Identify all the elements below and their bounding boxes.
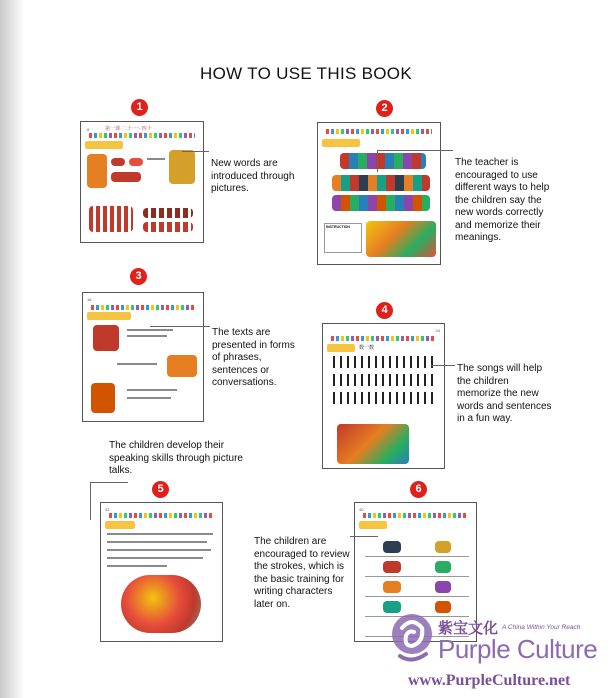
text-line: [127, 397, 171, 399]
song-title: 数一数: [359, 345, 375, 351]
page-shadow: [0, 0, 24, 698]
counting-illustration: [143, 222, 193, 232]
thumbnail-page-number: 40: [359, 507, 364, 512]
decorative-band: [331, 336, 436, 341]
caption-1: New words are introduced through pictures.: [211, 158, 295, 194]
decorative-band: [363, 513, 468, 518]
step-badge-6: 6: [410, 481, 427, 498]
thumbnail-page-number: 24: [435, 328, 440, 333]
thumbnail-page-number: 16: [87, 297, 92, 302]
decorative-band: [109, 513, 214, 518]
thumbnail-tab: [327, 344, 355, 352]
thumbnail-chapter-title: 第一课 二十一～四十: [105, 126, 152, 132]
leader-line: [150, 326, 210, 327]
stroke-example: [383, 581, 401, 593]
thumbnail-5: [100, 502, 223, 642]
text-line: [127, 335, 167, 337]
children-illustration: [91, 383, 115, 413]
thumbnail-tab: [322, 139, 360, 147]
thumbnail-tab: [85, 141, 123, 149]
stroke-example: [435, 541, 451, 553]
step-badge-4: 4: [376, 302, 393, 319]
step-badge-2: 2: [376, 100, 393, 117]
text-line: [107, 541, 207, 543]
leader-line: [182, 151, 209, 152]
music-notation: [333, 374, 435, 386]
thumbnail-page-number: 8: [87, 127, 90, 132]
page-title: HOW TO USE THIS BOOK: [200, 64, 412, 83]
stroke-example: [383, 541, 401, 553]
leader-line: [90, 482, 91, 520]
thumbnail-3: [82, 292, 204, 422]
counting-illustration: [89, 206, 133, 232]
train-illustration: [332, 195, 430, 211]
leader-line: [377, 150, 453, 151]
illustration: [111, 158, 125, 166]
children-illustration: [93, 325, 119, 351]
caption-4: The songs will help the children memorize the new words and sentences in a fun way.: [457, 363, 552, 424]
text-line: [107, 565, 167, 567]
thumbnail-1: [80, 121, 204, 243]
stroke-example: [383, 561, 401, 573]
instruction-box: [324, 223, 362, 253]
caption-5: The children develop their speaking skills through picture talks.: [109, 440, 243, 476]
child-illustration: [169, 150, 195, 184]
watermark-name: Purple Culture: [438, 634, 598, 664]
leader-line: [90, 482, 128, 483]
instruction-heading: INSTRUCTION: [326, 225, 350, 229]
caption-2: The teacher is encouraged to use different ways to help the children say the new words correctly and memorize their meanings.: [455, 157, 550, 243]
leader-line: [350, 536, 378, 537]
decorative-band: [326, 129, 432, 134]
thumbnail-tab: [87, 312, 131, 320]
text-line: [107, 549, 211, 551]
illustration: [111, 172, 141, 182]
thumbnail-tab: [105, 521, 135, 529]
thumbnail-tab: [359, 521, 387, 529]
stroke-example: [435, 561, 451, 573]
text-line: [147, 158, 165, 160]
thumbnail-2: [317, 122, 441, 265]
counting-illustration: [143, 208, 193, 218]
music-notation: [333, 392, 435, 404]
text-line: [117, 363, 157, 365]
step-badge-3: 3: [130, 268, 147, 285]
child-illustration: [87, 154, 107, 188]
watermark-tagline: A China Within Your Reach: [502, 624, 581, 631]
text-line: [107, 533, 213, 535]
train-illustration: [340, 153, 426, 169]
train-illustration: [332, 175, 430, 191]
leader-line: [431, 365, 455, 366]
step-badge-1: 1: [131, 99, 148, 116]
classroom-illustration: [366, 221, 436, 257]
thumbnail-4: [322, 323, 445, 469]
music-notation: [333, 356, 435, 368]
illustration: [129, 158, 143, 166]
decorative-band: [91, 305, 195, 310]
children-illustration: [337, 424, 409, 464]
caption-6: The children are encouraged to review the strokes, which is the basic training for writing characters later on.: [254, 536, 350, 610]
thumbnail-page-number: 32: [105, 507, 110, 512]
watermark-url: www.PurpleCulture.net: [408, 672, 571, 689]
text-line: [107, 557, 203, 559]
step-badge-5: 5: [152, 481, 169, 498]
purple-culture-logo-icon: [390, 612, 434, 664]
caption-3: The texts are presented in forms of phrases, sentences or conversations.: [212, 327, 295, 388]
stroke-example: [435, 601, 451, 613]
children-illustration: [167, 355, 197, 377]
text-line: [127, 389, 177, 391]
leader-line: [377, 150, 378, 172]
watermark-chinese: 紫宝文化: [438, 619, 499, 637]
decorative-band: [89, 133, 195, 138]
stroke-example: [435, 581, 451, 593]
group-illustration: [121, 575, 201, 633]
text-line: [127, 329, 173, 331]
